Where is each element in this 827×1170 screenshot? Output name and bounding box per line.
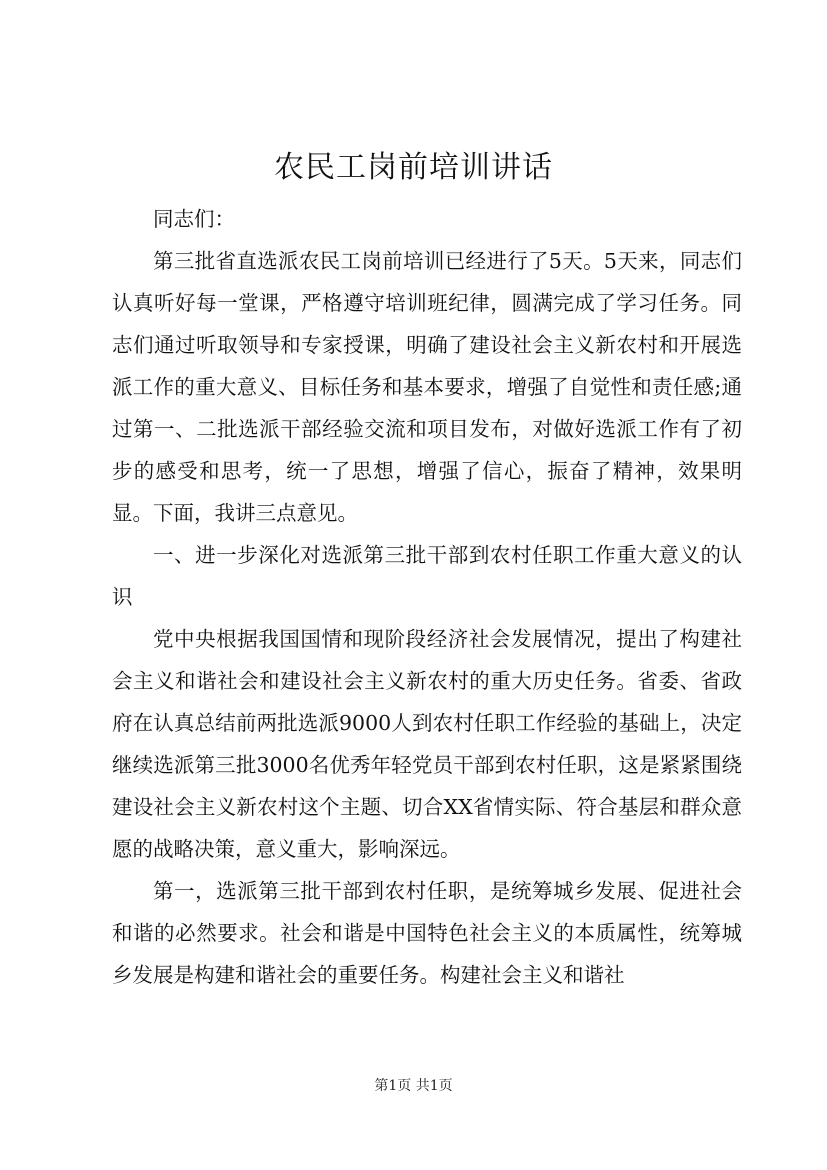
- page-footer: 第1页 共1页: [374, 1078, 453, 1094]
- greeting-paragraph: 同志们：: [153, 207, 235, 231]
- document-title: 农民工岗前培训讲话: [274, 150, 553, 185]
- section-heading: 一、进一步深化对选派第三批干部到农村任职工作重大意义的认识: [112, 543, 742, 609]
- document-body: [112, 198, 742, 996]
- body-paragraph: 党中央根据我国国情和现阶段经济社会发展情况，提出了构建社会主义和谐社会和建设社会主义新农村的重大历史任务。省委、省政府在认真总结前两批选派9000人到农村任职工作经验的基础上，决定继续选派第三批3000名优秀年轻党员干部到农村任职，这是紧紧围绕建设社会主义新农村这个主题、切合XX省情实际、符合基层和群众意愿的战略决策，意义重大，影响深远。: [112, 627, 742, 861]
- body-paragraph: 第一，选派第三批干部到农村任职，是统筹城乡发展、促进社会和谐的必然要求。社会和谐是中国特色社会主义的本质属性，统筹城乡发展是构建和谐社会的重要任务。构建社会主义和谐社: [112, 879, 742, 987]
- body-paragraph: 第三批省直选派农民工岗前培训已经进行了5天。5天来，同志们认真听好每一堂课，严格遵守培训班纪律，圆满完成了学习任务。同志们通过听取领导和专家授课，明确了建设社会主义新农村和开展选派工作的重大意义、目标任务和基本要求，增强了自觉性和责任感;通过第一、二批选派干部经验交流和项目发布，对做好选派工作有了初步的感受和思考，统一了思想，增强了信心，振奋了精神，效果明显。下面，我讲三点意见。: [112, 249, 742, 525]
